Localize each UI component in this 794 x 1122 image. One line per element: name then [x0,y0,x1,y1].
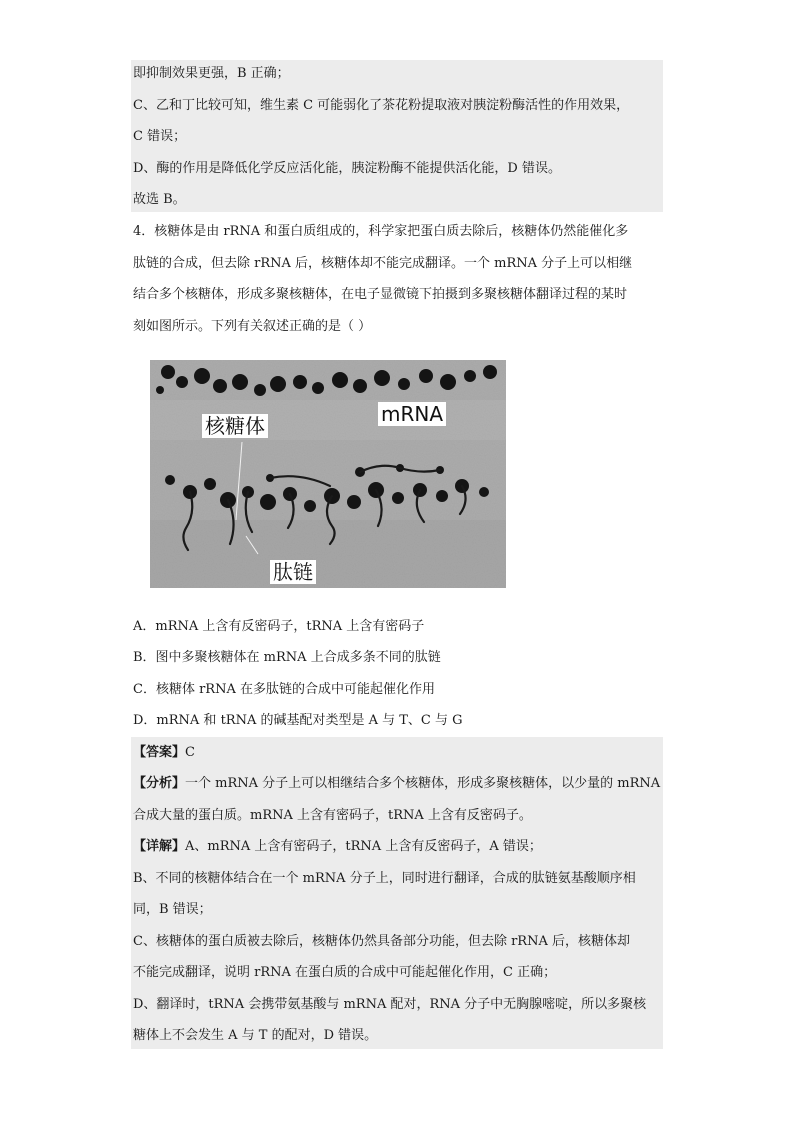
detail-line: 不能完成翻译，说明 rRNA 在蛋白质的合成中可能起催化作用，C 正确； [133,965,557,980]
text-line: D、酶的作用是降低化学反应活化能，胰淀粉酶不能提供活化能，D 错误。 [133,161,561,176]
analysis-text: 一个 mRNA 分子上可以相继结合多个核糖体，形成多聚核糖体，以少量的 mRNA [185,776,661,791]
analysis-line: 合成大量的蛋白质。mRNA 上含有密码子，tRNA 上含有反密码子。 [133,808,532,823]
analysis-line [133,774,660,794]
option-c: C．核糖体 rRNA 在多肽链的合成中可能起催化作用 [133,682,435,697]
polyribosome-micrograph [150,360,506,588]
answer-line [133,743,195,763]
question-line: 结合多个核糖体，形成多聚核糖体，在电子显微镜下拍摄到多聚核糖体翻译过程的某时 [133,287,628,302]
option-d: D．mRNA 和 tRNA 的碱基配对类型是 A 与 T、C 与 G [133,713,463,728]
option-a: A．mRNA 上含有反密码子，tRNA 上含有密码子 [133,619,425,634]
detail-label: 【详解】 [133,839,186,854]
label-mrna: mRNA [378,402,446,426]
text-line: C 错误； [133,129,187,144]
text-line: 故选 B。 [133,192,186,207]
analysis-label: 【分析】 [133,776,186,791]
text-line: 即抑制效果更强，B 正确； [133,66,290,81]
answer-label: 【答案】 [133,745,186,760]
label-peptide: 肽链 [270,560,316,584]
detail-line: 糖体上不会发生 A 与 T 的配对，D 错误。 [133,1028,378,1043]
detail-line: B、不同的核糖体结合在一个 mRNA 分子上，同时进行翻译，合成的肽链氨基酸顺序相 [133,871,636,886]
question-line: 4．核糖体是由 rRNA 和蛋白质组成的，科学家把蛋白质去除后，核糖体仍然能催化多 [133,224,629,239]
detail-line [133,837,542,857]
option-b: B．图中多聚核糖体在 mRNA 上合成多条不同的肽链 [133,650,441,665]
text-line: C、乙和丁比较可知，维生素 C 可能弱化了茶花粉提取液对胰淀粉酶活性的作用效果， [133,98,630,113]
detail-line: D、翻译时，tRNA 会携带氨基酸与 mRNA 配对，RNA 分子中无胸腺嘧啶，所以多聚核 [133,997,647,1012]
question-line: 肽链的合成，但去除 rRNA 后，核糖体却不能完成翻译。一个 mRNA 分子上可以相继 [133,256,633,271]
detail-line: C、核糖体的蛋白质被去除后，核糖体仍然具备部分功能，但去除 rRNA 后，核糖体却 [133,934,630,949]
micrograph-image [150,360,506,588]
question-line: 刻如图所示。下列有关叙述正确的是（ ） [133,319,372,334]
answer-value: C [185,745,195,760]
label-ribosome: 核糖体 [202,414,268,438]
detail-line: 同，B 错误； [133,902,212,917]
detail-text: A、mRNA 上含有密码子，tRNA 上含有反密码子，A 错误； [185,839,542,854]
